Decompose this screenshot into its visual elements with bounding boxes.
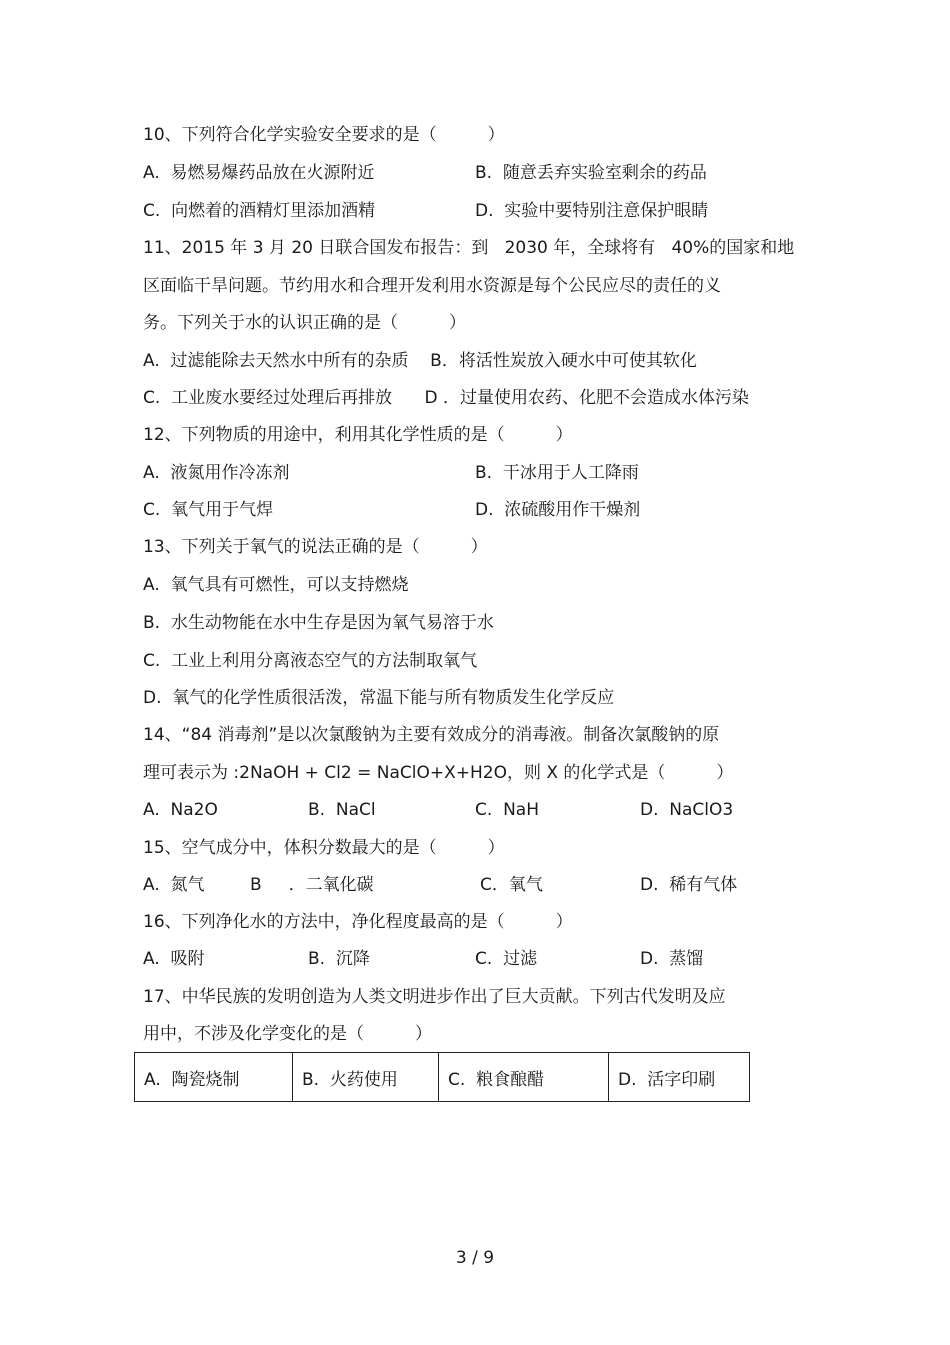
q16-stem: 16、下列净化水的方法中，净化程度最高的是（ ） [143, 912, 573, 932]
q11-stem-line1: 11、2015 年 3 月 20 日联合国发布报告：到 2030 年，全球将有 40%的国家和地 [143, 238, 795, 258]
q10-stem: 10、下列符合化学实验安全要求的是（ ） [143, 125, 505, 145]
q15-option-d: D. 稀有气体 [640, 875, 738, 895]
q14-option-d: D. NaClO3 [640, 800, 734, 820]
q13-option-d: D. 氧气的化学性质很活泼，常温下能与所有物质发生化学反应 [143, 688, 615, 708]
q16-option-c: C. 过滤 [475, 949, 538, 969]
q14-option-a: A. Na2O [143, 800, 218, 820]
q15-stem: 15、空气成分中，体积分数最大的是（ ） [143, 838, 505, 858]
q17-option-c: C. 粮食酿醋 [439, 1053, 609, 1102]
q13-stem: 13、下列关于氧气的说法正确的是（ ） [143, 537, 488, 557]
q14-option-b: B. NaCl [308, 800, 376, 820]
q12-option-d: D. 浓硫酸用作干燥剂 [475, 500, 641, 520]
q11-options-cd: C. 工业废水要经过处理后再排放 D ．过量使用农药、化肥不会造成水体污染 [143, 388, 749, 408]
q16-option-a: A. 吸附 [143, 949, 205, 969]
q17-option-a: A. 陶瓷烧制 [135, 1053, 293, 1102]
page-number: 3 / 9 [455, 1248, 495, 1268]
q15-option-c: C．氧气 [480, 875, 543, 895]
q14-stem-line1: 14、“84 消毒剂”是以次氯酸钠为主要有效成分的消毒液。制备次氯酸钠的原 [143, 725, 720, 745]
q17-stem-line2: 用中，不涉及化学变化的是（ ） [143, 1024, 432, 1044]
q12-stem: 12、下列物质的用途中，利用其化学性质的是（ ） [143, 425, 573, 445]
q15-option-b: B ．二氧化碳 [250, 875, 374, 895]
q14-option-c: C. NaH [475, 800, 539, 820]
q10-option-c: C. 向燃着的酒精灯里添加酒精 [143, 201, 376, 221]
q17-option-d: D. 活字印刷 [609, 1053, 750, 1102]
q16-option-b: B. 沉降 [308, 949, 370, 969]
q17-option-b: B. 火药使用 [293, 1053, 439, 1102]
table-row [135, 1053, 750, 1102]
q17-options-table [134, 1052, 750, 1102]
q12-option-a: A. 液氮用作冷冻剂 [143, 463, 290, 483]
q12-option-b: B. 干冰用于人工降雨 [475, 463, 639, 483]
q11-options-ab: A. 过滤能除去天然水中所有的杂质 B．将活性炭放入硬水中可使其软化 [143, 351, 697, 371]
q14-stem-line2: 理可表示为 :2NaOH + Cl2 = NaClO+X+H2O，则 X 的化学式是（ ） [143, 763, 734, 783]
q16-option-d: D. 蒸馏 [640, 949, 704, 969]
q15-option-a: A. 氮气 [143, 875, 205, 895]
q10-option-a: A. 易燃易爆药品放在火源附近 [143, 163, 375, 183]
q13-option-c: C. 工业上利用分离液态空气的方法制取氧气 [143, 651, 478, 671]
q11-stem-line3: 务。下列关于水的认识正确的是（ ） [143, 313, 466, 333]
q10-option-b: B. 随意丢弃实验室剩余的药品 [475, 163, 707, 183]
q13-option-a: A. 氧气具有可燃性，可以支持燃烧 [143, 575, 409, 595]
q10-option-d: D. 实验中要特别注意保护眼睛 [475, 201, 709, 221]
q13-option-b: B. 水生动物能在水中生存是因为氧气易溶于水 [143, 613, 494, 633]
q11-stem-line2: 区面临干旱问题。节约用水和合理开发利用水资源是每个公民应尽的责任的义 [143, 276, 721, 296]
q17-stem-line1: 17、中华民族的发明创造为人类文明进步作出了巨大贡献。下列古代发明及应 [143, 987, 726, 1007]
q12-option-c: C. 氧气用于气焊 [143, 500, 274, 520]
